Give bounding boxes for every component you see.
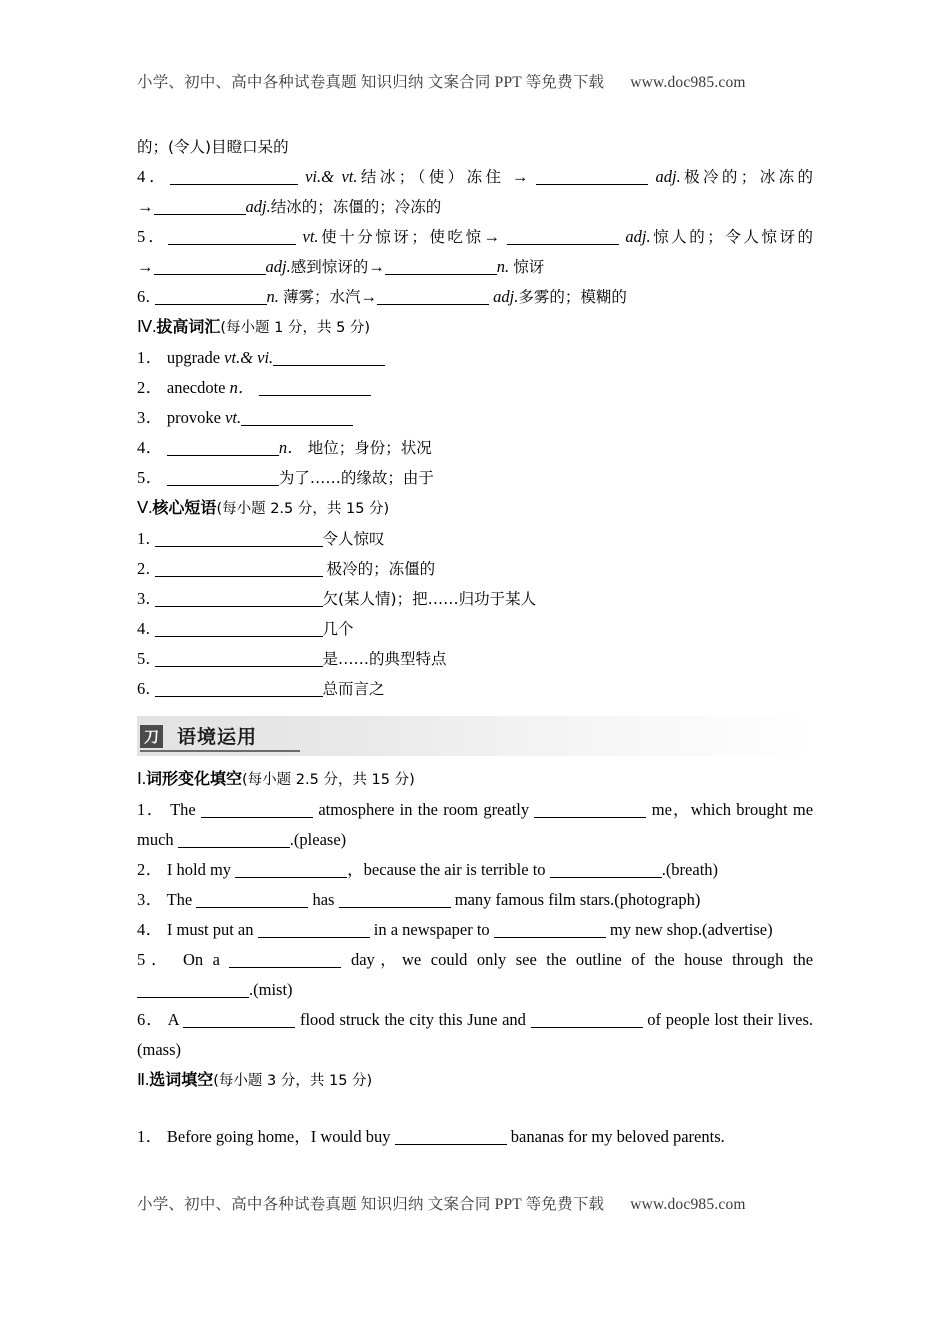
sentence-part: The <box>166 890 193 909</box>
pos-label: vi.& vt. <box>305 167 358 186</box>
arrow-icon: → <box>360 287 378 306</box>
section-heading-ctx-ii <box>137 1065 813 1096</box>
item-number: 1. <box>137 529 151 548</box>
v-item-4 <box>137 614 813 644</box>
section-roman: Ⅴ. <box>137 498 153 517</box>
definition-text: 几个 <box>322 620 354 638</box>
answer-blank <box>235 877 347 878</box>
section-heading-v <box>137 493 813 524</box>
sentence-part: On a <box>182 950 220 969</box>
section-score: (每小题 1 分，共 5 分) <box>220 320 371 336</box>
answer-blank <box>507 244 619 245</box>
iv-item-3 <box>137 403 813 433</box>
section-roman: Ⅱ. <box>137 1070 150 1089</box>
ctx-i-item-2 <box>137 855 813 885</box>
item-number: 6． <box>137 1010 164 1029</box>
pos-label: adj. <box>493 287 519 306</box>
ctx-i-item-4 <box>137 915 813 945</box>
v-item-5 <box>137 644 813 674</box>
section-heading-ctx-i <box>137 764 813 795</box>
definition-text: 总而言之 <box>322 680 385 698</box>
section-roman: Ⅳ. <box>137 317 157 336</box>
section-title: 选词填空 <box>149 1070 214 1089</box>
running-footer <box>137 1192 813 1214</box>
derivation-item-6 <box>137 282 813 312</box>
item-number: 2. <box>137 559 151 578</box>
ctx-i-item-5 <box>137 945 813 1005</box>
answer-blank <box>201 817 313 818</box>
sentence-part: .(mist) <box>249 980 293 999</box>
arrow-icon: → <box>137 197 154 216</box>
answer-blank <box>155 576 323 577</box>
pos-label: vt.& vi. <box>224 348 274 367</box>
iv-item-5 <box>137 463 813 493</box>
arrow-icon: → <box>137 257 154 276</box>
sentence-part: atmosphere in the room greatly <box>318 800 530 819</box>
derivation-item-5-line1 <box>137 222 813 252</box>
section-title: 词形变化填空 <box>146 769 243 788</box>
sentence-part: .(please) <box>289 830 347 849</box>
sentence-part: A <box>167 1010 179 1029</box>
v-item-1 <box>137 524 813 554</box>
item-number: 4． <box>137 438 163 457</box>
spacer <box>137 1096 813 1122</box>
section-roman: Ⅰ. <box>137 769 146 788</box>
answer-blank <box>167 455 279 456</box>
sentence-part: me，which brought me much <box>137 800 814 849</box>
ctx-i-item-1 <box>137 795 813 855</box>
running-footer-url: www.doc985.com <box>630 1196 746 1213</box>
answer-blank <box>550 877 662 878</box>
item-number: 4. <box>137 619 151 638</box>
answer-blank <box>494 937 606 938</box>
definition-text: 极冷的；冻僵的 <box>326 560 436 578</box>
sentence-part: The <box>170 800 196 819</box>
sentence-part: in a newspaper to <box>373 920 490 939</box>
definition-text: 是……的典型特点 <box>322 650 447 668</box>
pos-label: vt. <box>225 408 242 427</box>
answer-blank <box>258 937 370 938</box>
sentence-part: (mass) <box>137 1040 181 1059</box>
definition-text: 为了……的缘故；由于 <box>278 469 434 487</box>
vocab-word: provoke <box>166 408 221 427</box>
answer-blank <box>178 847 290 848</box>
section-score: (每小题 3 分，共 15 分) <box>213 1073 373 1089</box>
sentence-part: ，because the air is terrible to <box>347 860 546 879</box>
answer-blank <box>155 606 323 607</box>
pos-label: n． <box>278 438 304 457</box>
derivation-item-5-line2 <box>137 252 813 282</box>
sentence-part: bananas for my beloved parents. <box>510 1127 725 1146</box>
answer-blank <box>531 1027 643 1028</box>
answer-blank <box>273 365 385 366</box>
running-footer-text: 小学、初中、高中各种试卷真题 知识归纳 文案合同 PPT 等免费下载 <box>137 1196 605 1213</box>
banner-title: 语境运用 <box>177 725 258 748</box>
section-score: (每小题 2.5 分，共 15 分) <box>216 501 390 517</box>
iv-item-4 <box>137 433 813 463</box>
item-number: 6. <box>137 679 151 698</box>
section-title: 拔高词汇 <box>156 317 221 336</box>
ctx-i-item-6 <box>137 1005 813 1065</box>
answer-blank <box>154 214 246 215</box>
item-number: 1． <box>137 1127 163 1146</box>
item-number: 3． <box>137 408 163 427</box>
item-number: 2． <box>137 378 163 397</box>
item-number: 1． <box>137 800 166 819</box>
pos-label: adj. <box>245 197 271 216</box>
item-number: 4． <box>137 167 170 186</box>
answer-blank <box>155 304 267 305</box>
answer-blank <box>168 244 296 245</box>
sentence-part: flood struck the city this June and <box>299 1010 526 1029</box>
answer-blank <box>339 907 451 908</box>
answer-blank <box>241 425 353 426</box>
answer-blank <box>155 636 323 637</box>
answer-blank <box>183 1027 295 1028</box>
carryover-line: 的；(令人)目瞪口呆的 <box>137 138 289 156</box>
definition-text: 感到惊讶的 <box>290 258 369 276</box>
item-number: 4． <box>137 920 163 939</box>
answer-blank <box>229 967 341 968</box>
item-number: 5． <box>137 227 168 246</box>
answer-blank <box>154 274 266 275</box>
answer-blank <box>196 907 308 908</box>
item-number: 5. <box>137 649 151 668</box>
item-number: 2． <box>137 860 163 879</box>
answer-blank <box>259 395 371 396</box>
answer-blank <box>137 997 249 998</box>
item-number: 5． <box>137 468 163 487</box>
definition-text: 多雾的；模糊的 <box>518 288 627 306</box>
answer-blank <box>395 1144 507 1145</box>
section-title: 核心短语 <box>152 498 217 517</box>
ctx-ii-item-1 <box>137 1122 813 1152</box>
vocab-word: upgrade <box>166 348 221 367</box>
document-body <box>137 132 813 1152</box>
item-number: 3. <box>137 589 151 608</box>
ctx-i-item-3 <box>137 885 813 915</box>
v-item-2 <box>137 554 813 584</box>
pos-label: n． <box>229 378 255 397</box>
pos-label: adj. <box>625 227 651 246</box>
sentence-part: .(breath) <box>661 860 719 879</box>
arrow-icon: → <box>511 167 529 186</box>
definition-text: 惊讶 <box>513 258 545 276</box>
section-banner-context-use <box>137 716 813 756</box>
sentence-part: Before going home，I would buy <box>166 1127 391 1146</box>
derivation-item-4-line2 <box>137 192 813 222</box>
item-number: 6. <box>137 287 151 306</box>
answer-blank <box>167 485 279 486</box>
answer-blank <box>155 546 323 547</box>
answer-blank <box>536 184 648 185</box>
section-heading-iv <box>137 312 813 343</box>
definition-text: 欠(某人情)；把……归功于某人 <box>322 590 537 608</box>
derivation-item-4-line1 <box>137 162 813 192</box>
item-number: 3． <box>137 890 163 909</box>
iv-item-1 <box>137 343 813 373</box>
item-number: 5． <box>137 950 174 969</box>
answer-blank <box>155 666 323 667</box>
answer-blank <box>377 304 489 305</box>
vocab-word: anecdote <box>166 378 226 397</box>
banner-number-chip: 刀 <box>140 725 163 748</box>
sentence-part: my new shop.(advertise) <box>609 920 773 939</box>
definition-text: 结冰；（使）冻住 <box>357 168 505 186</box>
sentence-part: has <box>312 890 335 909</box>
answer-blank <box>155 696 323 697</box>
arrow-icon: → <box>368 257 385 276</box>
running-header <box>137 70 813 92</box>
v-item-6 <box>137 674 813 704</box>
definition-text: 结冰的；冻僵的；冷冻的 <box>270 198 442 216</box>
v-item-3 <box>137 584 813 614</box>
pos-label: adj. <box>655 167 681 186</box>
banner-underline <box>140 750 300 752</box>
sentence-part: I hold my <box>166 860 232 879</box>
definition-text: 使十分惊讶；使吃惊 <box>318 228 484 246</box>
item-number: 1． <box>137 348 163 367</box>
sentence-part: day，we could only see the outline of the house through the <box>350 950 814 969</box>
sentence-part: many famous film stars.(photograph) <box>454 890 701 909</box>
definition-text: 薄雾；水汽 <box>283 288 361 306</box>
definition-text: 令人惊叹 <box>322 530 385 548</box>
answer-blank <box>170 184 298 185</box>
pos-label: adj. <box>265 257 291 276</box>
sentence-part: I must put an <box>166 920 254 939</box>
iv-item-2 <box>137 373 813 403</box>
section-score: (每小题 2.5 分，共 15 分) <box>242 772 415 788</box>
answer-blank <box>534 817 646 818</box>
sentence-part: of people lost their lives. <box>647 1010 814 1029</box>
definition-text: 极冷的；冰冻的 <box>680 168 814 186</box>
definition-text: 地位；身份；状况 <box>307 439 432 457</box>
pos-label: n. <box>266 287 279 306</box>
arrow-icon: → <box>483 227 501 246</box>
pos-label: n. <box>496 257 510 276</box>
running-header-text: 小学、初中、高中各种试卷真题 知识归纳 文案合同 PPT 等免费下载 <box>137 74 605 91</box>
pos-label: vt. <box>302 227 319 246</box>
running-header-url: www.doc985.com <box>630 74 746 91</box>
definition-text: 惊人的；令人惊讶的 <box>650 228 813 246</box>
answer-blank <box>385 274 497 275</box>
